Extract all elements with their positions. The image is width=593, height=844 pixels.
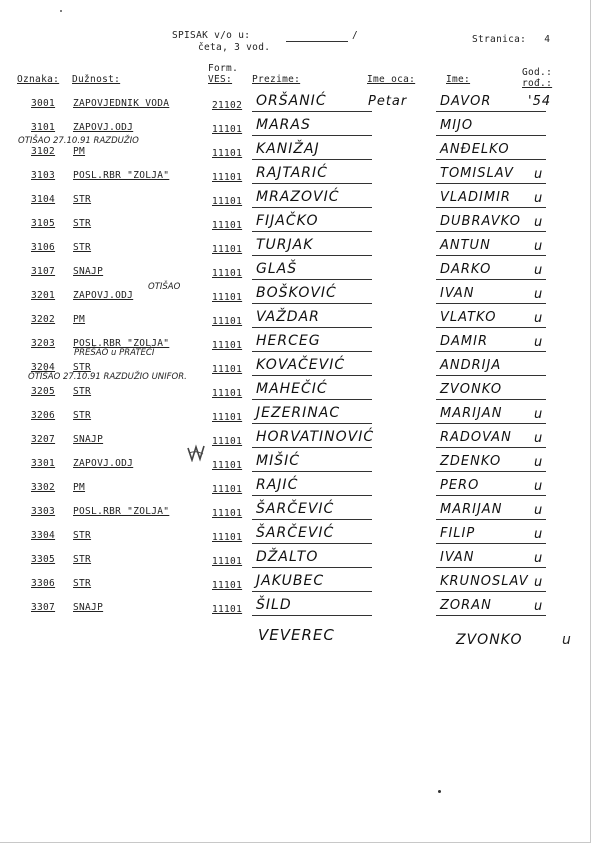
table-row	[0, 260, 593, 284]
row-mark: u	[534, 239, 543, 254]
row-duty: POSL.RBR "ZOLJA"	[73, 338, 170, 349]
row-duty: POSL.RBR "ZOLJA"	[73, 170, 170, 181]
row-first-name: KRUNOSLAV	[440, 574, 529, 589]
row-first-name: ZDENKO	[440, 454, 502, 469]
row-surname: JAKUBEC	[256, 573, 325, 589]
row-duty: SNAJP	[73, 266, 104, 277]
surname-underline	[252, 351, 372, 352]
row-father-name: Petar	[368, 94, 408, 109]
row-mark: u	[534, 527, 543, 542]
name-underline	[436, 303, 546, 304]
row-duty: STR	[73, 578, 92, 589]
row-duty: ZAPOVJ.ODJ	[73, 458, 134, 469]
name-underline	[436, 351, 546, 352]
surname-underline	[252, 207, 372, 208]
row-code: 3301	[31, 458, 56, 469]
row-duty: PM	[73, 314, 86, 325]
ink-dot	[438, 790, 441, 793]
row-duty: SNAJP	[73, 602, 104, 613]
row-ves: 11101	[212, 124, 243, 135]
row-code: 3102	[31, 146, 56, 157]
row-ves: 11101	[212, 460, 243, 471]
name-underline	[436, 567, 546, 568]
table-row	[0, 404, 593, 428]
table-row	[0, 236, 593, 260]
col-header-god-line1: God.:	[522, 67, 553, 78]
row-first-name: DARKO	[440, 262, 492, 277]
table-row	[0, 92, 593, 116]
row-surname: TURJAK	[256, 237, 314, 253]
row-code: 3207	[31, 434, 56, 445]
row-ves: 11101	[212, 292, 243, 303]
surname-underline	[252, 495, 372, 496]
row-first-name: ANĐELKO	[440, 142, 510, 157]
name-underline	[436, 447, 546, 448]
row-surname: KANIŽAJ	[256, 141, 320, 157]
row-surname: MARAS	[256, 117, 311, 133]
row-code: 3103	[31, 170, 56, 181]
col-header-god	[522, 67, 552, 89]
row-first-name: ANDRIJA	[440, 358, 502, 373]
row-ves: 11101	[212, 148, 243, 159]
handwritten-note-departed-3: OTIŠAO 27.10.91 RAZDUŽIO UNIFOR.	[28, 372, 187, 382]
row-surname: JEZERINAC	[256, 405, 341, 421]
row-code: 3106	[31, 242, 56, 253]
table-row	[0, 476, 593, 500]
row-first-name: VLADIMIR	[440, 190, 511, 205]
row-surname: RAJIĆ	[256, 477, 299, 493]
list-subtitle: četa, 3 vod.	[198, 42, 271, 53]
row-ves: 11101	[212, 412, 243, 423]
col-header-form-ves	[208, 63, 238, 85]
row-first-name: FILIP	[440, 526, 476, 541]
row-surname: VAŽDAR	[256, 309, 320, 325]
row-surname: ŠILD	[256, 597, 292, 613]
name-underline	[436, 255, 546, 256]
surname-underline	[252, 399, 372, 400]
surname-underline	[252, 303, 372, 304]
col-header-duznost: Dužnost:	[72, 74, 121, 85]
col-header-form-ves-line2: VES:	[208, 74, 233, 85]
name-underline	[436, 327, 546, 328]
row-duty: STR	[73, 530, 92, 541]
surname-underline	[252, 471, 372, 472]
row-ves: 11101	[212, 268, 243, 279]
name-underline	[436, 231, 546, 232]
table-row	[0, 452, 593, 476]
row-duty: STR	[73, 362, 92, 373]
table-row	[0, 284, 593, 308]
row-first-name: TOMISLAV	[440, 166, 514, 181]
row-surname: ŠARČEVIĆ	[256, 525, 335, 541]
col-header-oznaka: Oznaka:	[17, 74, 60, 85]
page-number: 4	[544, 34, 551, 45]
row-mark: u	[534, 455, 543, 470]
row-code: 3205	[31, 386, 56, 397]
row-duty: STR	[73, 554, 92, 565]
list-title: SPISAK v/o u:	[172, 30, 251, 41]
col-header-ime: Ime:	[446, 74, 471, 85]
row-first-name: ZORAN	[440, 598, 492, 613]
row-code: 3201	[31, 290, 56, 301]
surname-underline	[252, 111, 372, 112]
name-underline	[436, 135, 546, 136]
col-header-form-ves-line1: Form.	[208, 63, 239, 74]
row-ves: 11101	[212, 556, 243, 567]
row-mark: u	[534, 479, 543, 494]
table-row	[0, 572, 593, 596]
table-row	[0, 596, 593, 620]
row-code: 3101	[31, 122, 56, 133]
row-code: 3306	[31, 578, 56, 589]
row-first-name: MARIJAN	[440, 406, 503, 421]
row-birth-year: '54	[528, 94, 552, 109]
surname-underline	[252, 135, 372, 136]
ink-dot	[60, 10, 62, 12]
table-row	[0, 500, 593, 524]
row-ves: 11101	[212, 484, 243, 495]
row-surname: KOVAČEVIĆ	[256, 357, 346, 373]
row-code: 3104	[31, 194, 56, 205]
row-first-name: IVAN	[440, 550, 475, 565]
table-row	[0, 380, 593, 404]
row-code: 3202	[31, 314, 56, 325]
surname-underline	[252, 375, 372, 376]
row-surname: MRAZOVIĆ	[256, 189, 340, 205]
row-mark: u	[534, 407, 543, 422]
row-duty: STR	[73, 218, 92, 229]
row-code: 3107	[31, 266, 56, 277]
row-first-name: RADOVAN	[440, 430, 512, 445]
name-underline	[436, 207, 546, 208]
name-underline	[436, 279, 546, 280]
row-ves: 11101	[212, 340, 243, 351]
row-surname: ŠARČEVIĆ	[256, 501, 335, 517]
surname-underline	[252, 327, 372, 328]
row-ves: 11101	[212, 196, 243, 207]
row-ves: 11101	[212, 532, 243, 543]
row-duty: ZAPOVJ.ODJ	[73, 290, 134, 301]
row-first-name: ANTUN	[440, 238, 491, 253]
row-mark: u	[534, 551, 543, 566]
row-mark: u	[534, 191, 543, 206]
name-underline	[436, 471, 546, 472]
name-underline	[436, 615, 546, 616]
row-ves: 11101	[212, 508, 243, 519]
row-ves: 11101	[212, 388, 243, 399]
surname-underline	[252, 255, 372, 256]
row-code: 3001	[31, 98, 56, 109]
row-first-name: IVAN	[440, 286, 475, 301]
row-ves: 11101	[212, 244, 243, 255]
extra-entry-name: ZVONKO	[456, 632, 523, 648]
surname-underline	[252, 231, 372, 232]
row-ves: 21102	[212, 100, 243, 111]
col-header-ime-oca: Ime oca:	[367, 74, 416, 85]
name-underline	[436, 543, 546, 544]
row-duty: SNAJP	[73, 434, 104, 445]
name-underline	[436, 495, 546, 496]
row-first-name: VLATKO	[440, 310, 497, 325]
surname-underline	[252, 543, 372, 544]
row-code: 3203	[31, 338, 56, 349]
row-surname: RAJTARIĆ	[256, 165, 328, 181]
row-ves: 11101	[212, 220, 243, 231]
row-mark: u	[534, 167, 543, 182]
row-code: 3305	[31, 554, 56, 565]
surname-underline	[252, 567, 372, 568]
row-mark: u	[534, 335, 543, 350]
row-first-name: ZVONKO	[440, 382, 503, 397]
row-surname: HERCEG	[256, 333, 321, 349]
name-underline	[436, 111, 546, 112]
row-surname: DŽALTO	[256, 549, 319, 565]
row-ves: 11101	[212, 604, 243, 615]
row-ves: 11101	[212, 172, 243, 183]
page-indicator	[472, 34, 550, 45]
row-duty: STR	[73, 194, 92, 205]
row-mark: u	[534, 599, 543, 614]
row-surname: MIŠIĆ	[256, 453, 300, 469]
name-underline	[436, 591, 546, 592]
name-underline	[436, 159, 546, 160]
row-duty: ZAPOVJEDNIK VODA	[73, 98, 170, 109]
row-duty: POSL.RBR "ZOLJA"	[73, 506, 170, 517]
handwritten-note-transferred: PREŠAO u PRATEĆI	[74, 348, 155, 358]
col-header-god-line2: rođ.:	[522, 78, 553, 89]
name-underline	[436, 519, 546, 520]
row-surname: BOŠKOVIĆ	[256, 285, 337, 301]
row-ves: 11101	[212, 580, 243, 591]
row-first-name: DAMIR	[440, 334, 488, 349]
table-row	[0, 308, 593, 332]
name-underline	[436, 183, 546, 184]
row-code: 3206	[31, 410, 56, 421]
scribble-mark-icon	[186, 444, 206, 462]
row-surname: ORŠANIĆ	[256, 93, 327, 109]
table-row	[0, 164, 593, 188]
row-mark: u	[534, 503, 543, 518]
row-code: 3307	[31, 602, 56, 613]
row-surname: GLAŠ	[256, 261, 298, 277]
extra-entry-mark: u	[562, 632, 571, 648]
surname-underline	[252, 183, 372, 184]
row-mark: u	[534, 287, 543, 302]
row-first-name: PERO	[440, 478, 480, 493]
surname-underline	[252, 615, 372, 616]
row-surname: MAHEČIĆ	[256, 381, 328, 397]
row-first-name: DAVOR	[440, 94, 492, 109]
row-code: 3105	[31, 218, 56, 229]
row-code: 3304	[31, 530, 56, 541]
surname-underline	[252, 279, 372, 280]
row-first-name: DUBRAVKO	[440, 214, 522, 229]
row-duty: STR	[73, 242, 92, 253]
surname-underline	[252, 159, 372, 160]
table-row	[0, 548, 593, 572]
row-mark: u	[534, 311, 543, 326]
handwritten-note-departed-2: OTIŠAO	[148, 282, 181, 292]
surname-underline	[252, 423, 372, 424]
row-code: 3302	[31, 482, 56, 493]
row-mark: u	[534, 263, 543, 278]
name-underline	[436, 423, 546, 424]
table-row	[0, 428, 593, 452]
row-ves: 11101	[212, 316, 243, 327]
row-mark: u	[534, 575, 543, 590]
name-underline	[436, 375, 546, 376]
row-ves: 11101	[212, 436, 243, 447]
row-first-name: MIJO	[440, 118, 474, 133]
row-duty: STR	[73, 386, 92, 397]
row-duty: ZAPOVJ.ODJ	[73, 122, 134, 133]
row-surname: FIJAČKO	[256, 213, 319, 229]
table-row	[0, 212, 593, 236]
title-slash: /	[352, 30, 359, 41]
surname-underline	[252, 519, 372, 520]
table-row	[0, 188, 593, 212]
row-mark: u	[534, 215, 543, 230]
row-ves: 11101	[212, 364, 243, 375]
table-row	[0, 524, 593, 548]
row-code: 3303	[31, 506, 56, 517]
handwritten-note-departed-1: OTIŠAO 27.10.91 RAZDUŽIO	[18, 136, 139, 146]
extra-entry-surname: VEVEREC	[258, 626, 335, 644]
surname-underline	[252, 591, 372, 592]
row-code: 3204	[31, 362, 56, 373]
row-duty: PM	[73, 482, 86, 493]
title-blank-line	[286, 41, 348, 42]
row-duty: PM	[73, 146, 86, 157]
row-duty: STR	[73, 410, 92, 421]
page-label: Stranica:	[472, 34, 527, 45]
col-header-prezime: Prezime:	[252, 74, 301, 85]
row-first-name: MARIJAN	[440, 502, 503, 517]
row-surname: HORVATINOVIĆ	[256, 429, 375, 445]
surname-underline	[252, 447, 372, 448]
name-underline	[436, 399, 546, 400]
row-mark: u	[534, 431, 543, 446]
